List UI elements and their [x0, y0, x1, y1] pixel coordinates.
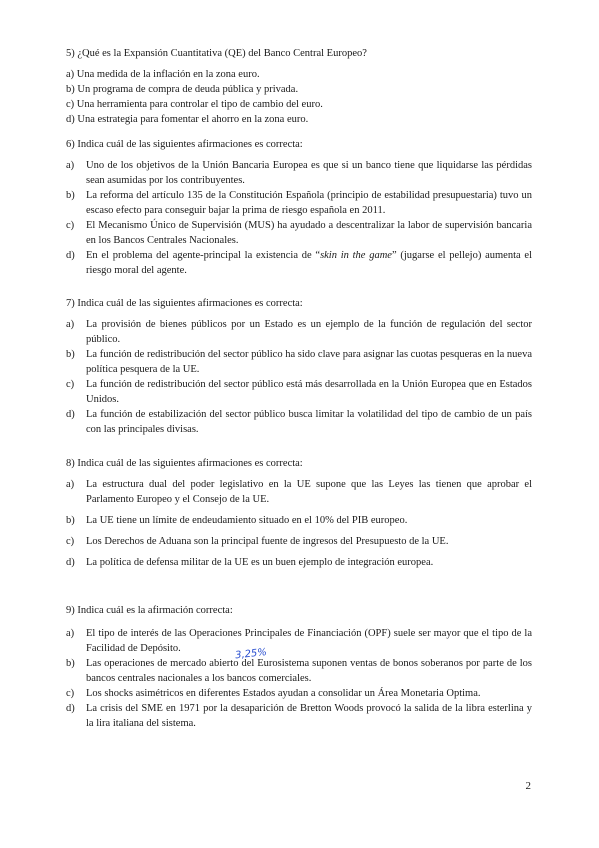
question-5: [66, 46, 532, 127]
question-9: [66, 603, 532, 731]
option-a: [66, 626, 532, 656]
page-number: 2: [525, 780, 531, 792]
option-text: La función de redistribución del sector público está más desarrollada en la Unión Europea que en Estados Unidos.: [86, 379, 532, 405]
option-label: c): [66, 688, 75, 699]
option-label: d): [66, 250, 75, 261]
option-text: La estructura dual del poder legislativo en la UE supone que las Leyes las tienen que aprobar el Parlamento Europeo y el Consejo de la UE.: [86, 479, 532, 505]
option-label: d): [66, 557, 75, 568]
option-a: [66, 317, 532, 347]
option-a: [66, 158, 532, 188]
option-text: Los Derechos de Aduana son la principal fuente de ingresos del Presupuesto de la UE.: [86, 536, 449, 547]
option-label: d): [66, 409, 75, 420]
option-text: Uno de los objetivos de la Unión Bancaria Europea es que si un banco tiene que liquidarse las pérdidas sean asumidas por los contribuyentes.: [86, 160, 532, 186]
option-label: a): [66, 479, 75, 490]
question-7: [66, 296, 532, 437]
option-label: c): [66, 536, 75, 547]
option-label: b): [66, 658, 75, 669]
option-d: [66, 248, 532, 278]
option-label: b): [66, 190, 75, 201]
option-a: [66, 477, 532, 507]
option-text: c) Una herramienta para controlar el tipo de cambio del euro.: [66, 99, 323, 110]
option-text: d) Una estrategia para fomentar el ahorro en la zona euro.: [66, 114, 309, 125]
option-text: La función de estabilización del sector público busca limitar la volatilidad del tipo de cambio de un país con las principales divisas.: [86, 409, 532, 435]
option-text: La provisión de bienes públicos por un Estado es un ejemplo de la función de regulación del sector público.: [86, 319, 532, 345]
option-b: [66, 656, 532, 686]
option-c: [66, 686, 532, 701]
option-text: El Mecanismo Único de Supervisión (MUS) ha ayudado a descentralizar la labor de supervisión bancaria en los Bancos Centrales Nacionales.: [86, 220, 532, 246]
question-8: [66, 456, 532, 576]
option-label: a): [66, 628, 75, 639]
option-c: [66, 97, 532, 112]
option-text: b) Un programa de compra de deuda pública y privada.: [66, 84, 299, 95]
option-c: [66, 218, 532, 248]
option-d: [66, 112, 532, 127]
question-title: 8) Indica cuál de las siguientes afirmaciones es correcta:: [66, 458, 303, 469]
handwritten-annotation: [234, 645, 268, 661]
option-label: a): [66, 160, 75, 171]
option-text: [86, 248, 532, 278]
option-text: Las operaciones de mercado abierto del Eurosistema suponen ventas de bonos soberanos por parte de los bancos centrales nacionales a los bancos comerciales.: [86, 658, 532, 684]
option-text: La función de redistribución del sector público ha sido clave para asignar las cuotas pesqueras en la nueva política pesquera de la UE.: [86, 349, 532, 375]
option-label: b): [66, 515, 75, 526]
option-b: [66, 347, 532, 377]
option-a: [66, 67, 532, 82]
option-d: [66, 555, 532, 570]
question-title: 7) Indica cuál de las siguientes afirmaciones es correcta:: [66, 298, 303, 309]
option-b: [66, 513, 532, 528]
question-title: 9) Indica cuál es la afirmación correcta:: [66, 605, 233, 616]
option-text: La UE tiene un límite de endeudamiento situado en el 10% del PIB europeo.: [86, 515, 408, 526]
option-label: c): [66, 220, 75, 231]
option-label: a): [66, 319, 75, 330]
option-label: b): [66, 349, 75, 360]
option-c: [66, 534, 532, 549]
option-text: El tipo de interés de las Operaciones Principales de Financiación (OPF) suele ser mayor que el tipo de la Facilidad de Depósito.: [86, 628, 532, 654]
option-text: La crisis del SME en 1971 por la desaparición de Bretton Woods provocó la salida de la libra esterlina y la lira italiana del sistema.: [86, 703, 532, 729]
option-text: La política de defensa militar de la UE es un buen ejemplo de integración europea.: [86, 557, 434, 568]
option-text: La reforma del artículo 135 de la Constitución Española (principio de estabilidad presupuestaria) tuvo un escaso efecto para conseguir bajar la prima de riesgo española en 2011.: [86, 190, 532, 216]
option-d: [66, 407, 532, 437]
option-text: a) Una medida de la inflación en la zona euro.: [66, 69, 260, 80]
handwritten-annotation-text: 3,25%: [234, 647, 268, 661]
option-b: [66, 82, 532, 97]
option-text-italic: skin in the game: [320, 250, 392, 261]
question-title: 6) Indica cuál de las siguientes afirmaciones es correcta:: [66, 139, 303, 150]
option-text-after: ” (jugarse el pellejo) aumenta el riesgo moral del agente.: [86, 250, 532, 276]
option-d: [66, 701, 532, 731]
option-label: c): [66, 379, 75, 390]
option-c: [66, 377, 532, 407]
option-b: [66, 188, 532, 218]
option-label: d): [66, 703, 75, 714]
question-title: 5) ¿Qué es la Expansión Cuantitativa (QE) del Banco Central Europeo?: [66, 48, 367, 59]
option-text: Los shocks asimétricos en diferentes Estados ayudan a consolidar un Área Monetaria Optima.: [86, 688, 481, 699]
question-6: [66, 137, 532, 278]
option-text-before: En el problema del agente-principal la existencia de “: [86, 250, 321, 261]
